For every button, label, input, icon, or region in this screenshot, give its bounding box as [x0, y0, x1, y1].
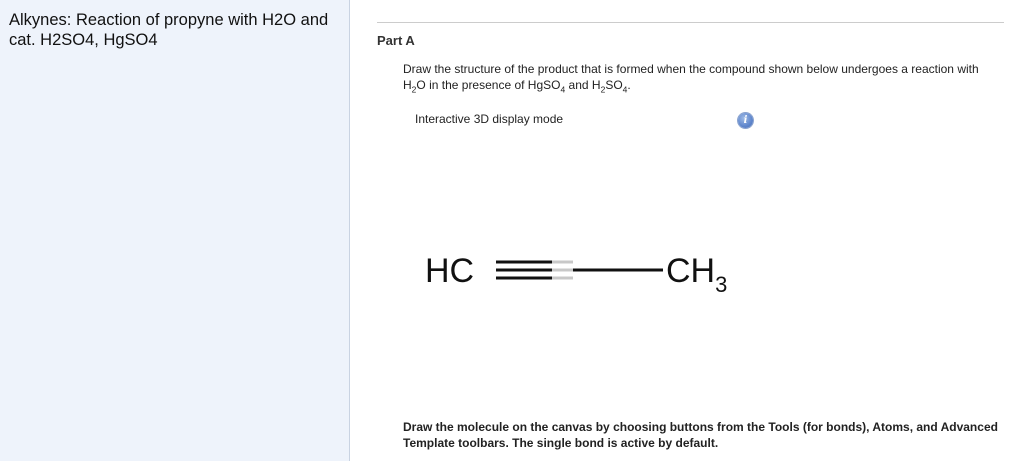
- main-content: [351, 0, 1024, 461]
- question-segment: .: [627, 78, 631, 92]
- question-segment: and H: [565, 78, 601, 92]
- question-segment: Draw the structure of the product that is formed when the compound shown below undergoes a reaction with H: [403, 62, 979, 92]
- molecule-right-subscript: 3: [715, 272, 728, 297]
- divider: [377, 22, 1004, 23]
- question-segment: SO: [605, 78, 623, 92]
- molecule-left-group: HC: [425, 252, 475, 290]
- sidebar: [0, 0, 350, 461]
- question-text: [403, 61, 993, 93]
- instructions-text: Draw the molecule on the canvas by choosing buttons from the Tools (for bonds), Atoms, and Advanced Template toolbars. The single bond is active by default.: [403, 420, 998, 450]
- molecule-right-atoms: CH: [666, 252, 716, 290]
- question-subscript: 4: [622, 84, 628, 95]
- molecule-structure: [411, 235, 771, 305]
- display-mode-toggle[interactable]: Interactive 3D display mode: [415, 112, 564, 126]
- question-subscript: 2: [411, 84, 417, 95]
- info-icon[interactable]: i: [738, 113, 753, 128]
- question-subscript: 4: [560, 84, 566, 95]
- molecule-right-group: [666, 252, 727, 297]
- sidebar-title: Alkynes: Reaction of propyne with H2O and cat. H2SO4, HgSO4: [9, 11, 329, 49]
- question-subscript: 2: [600, 84, 606, 95]
- triple-bond: [496, 262, 573, 278]
- part-title: Part A: [377, 33, 415, 48]
- question-segment: O in the presence of HgSO: [416, 78, 561, 92]
